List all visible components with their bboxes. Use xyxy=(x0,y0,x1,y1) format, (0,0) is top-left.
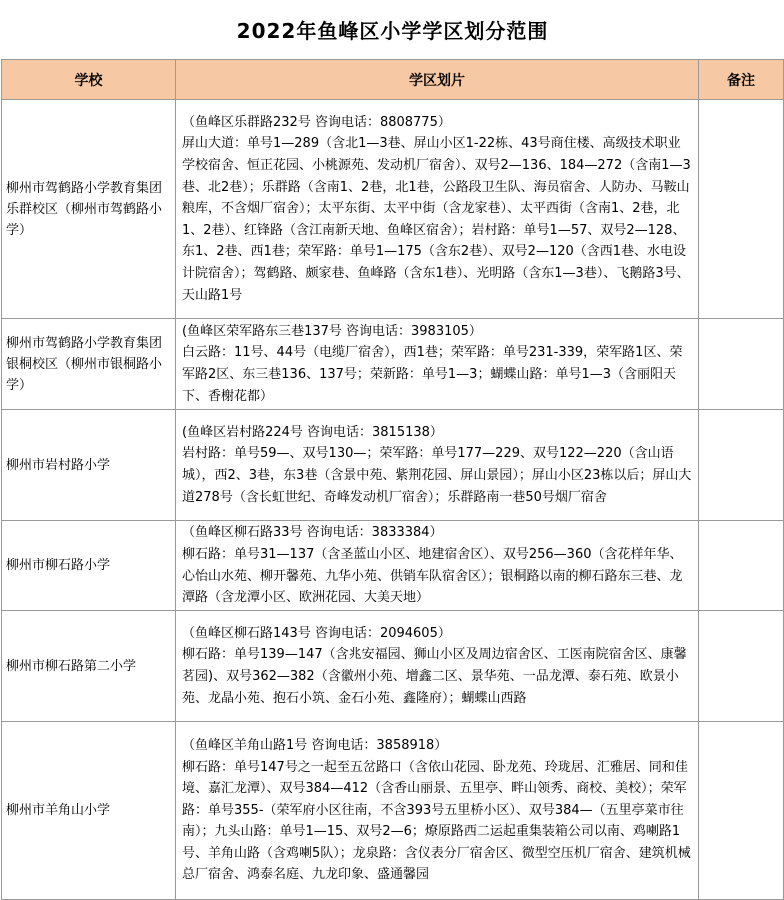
note-cell xyxy=(699,521,784,611)
school-address: （鱼峰区柳石路33号 咨询电话：3833384） xyxy=(182,525,443,541)
page-title: 2022年鱼峰区小学学区划分范围 xyxy=(2,0,784,60)
district-description: 柳石路：单号147号之一起至五岔路口（含依山花园、卧龙苑、玲珑居、汇雅居、同和佳境、嘉汇龙潭）、双号384—412（含香山丽景、五里亭、畔山领秀、商校、美校）；荣军路：单号355-（荣军府小区往南，不含393号五里桥小区）、双号384—（五里亭菜市往南）；九头山路：单号1—15、双号2—6；燎原路西二运起重集装箱公司以南、鸡喇路1号、羊角山路（含鸡喇5队）；龙泉路：含仪表分厂宿舍区、微型空压机厂宿舍、建筑机械总厂宿舍、鸿泰名庭、九龙印象、盛通馨园 xyxy=(182,759,691,883)
school-name: 柳州市柳石路第二小学 xyxy=(2,611,176,722)
school-name: 柳州市柳石路小学 xyxy=(2,521,176,611)
note-cell xyxy=(699,100,784,319)
district-description: 白云路：11号、44号（电缆厂宿舍），西1巷；荣军路：单号231-339，荣军路1区、荣军路2区、东三巷136、137号；荣新路：单号1—3；蝴蝶山路：单号1—3（含丽阳天下、香榭花都） xyxy=(182,345,683,404)
district-cell xyxy=(176,611,699,722)
title-row xyxy=(2,0,784,60)
table-row xyxy=(2,722,784,900)
table-row xyxy=(2,521,784,611)
district-cell xyxy=(176,319,699,410)
note-cell xyxy=(699,410,784,521)
school-name: 柳州市羊角山小学 xyxy=(2,722,176,900)
header-row xyxy=(2,60,784,100)
district-cell xyxy=(176,100,699,319)
district-description: 柳石路：单号31—137（含圣蓝山小区、地建宿舍区）、双号256—360（含花样年华、心怡山水苑、柳开馨苑、九华小苑、供销车队宿舍区）；银桐路以南的柳石路东三巷、龙潭路（含龙潭小区、欧洲花园、大美天地） xyxy=(182,546,683,606)
header-note: 备注 xyxy=(699,60,784,100)
district-description: 屏山大道：单号1—289（含北1—3巷、屏山小区1-22栋、43号商住楼、高级技术职业学校宿舍、恒正花园、小桃源苑、发动机厂宿舍）、双号2—136、184—272（含南1—3巷、北2巷）；乐群路（含南1、2巷，北1巷，公路段卫生队、海员宿舍、人防办、马鞍山粮库，不含烟厂宿舍）；太平东街、太平中街（含龙家巷）、太平西街（含南1、2巷，北1、2巷）、红锋路（含江南新天地、鱼峰区宿舍）；岩村路：单号1—57、双号2—128、东1、2巷、西1巷；荣军路：单号1—175（含东2巷）、双号2—120（含西1巷、水电设计院宿舍）；驾鹤路、颇家巷、鱼峰路（含东1巷）、光明路（含东1—3巷）、飞鹅路3号、天山路1号 xyxy=(182,136,691,303)
header-area: 学区划片 xyxy=(176,60,699,100)
school-address: (鱼峰区荣军路东三巷137号 咨询电话：3983105） xyxy=(182,323,482,339)
school-name: 柳州市驾鹤路小学教育集团乐群校区（柳州市驾鹤路小学） xyxy=(2,100,176,319)
school-address: （鱼峰区乐群路232号 咨询电话：8808775） xyxy=(182,114,451,130)
header-school: 学校 xyxy=(2,60,176,100)
table-row xyxy=(2,611,784,722)
school-address: （鱼峰区羊角山路1号 咨询电话：3858918） xyxy=(182,737,448,753)
table-row xyxy=(2,100,784,319)
note-cell xyxy=(699,319,784,410)
table-row xyxy=(2,319,784,410)
district-description: 柳石路：单号139—147（含兆安福园、狮山小区及周边宿舍区、工医南院宿舍区、康馨茗园)、双号362—382（含徽州小苑、增鑫二区、景华苑、一品龙潭、泰石苑、欧景小苑、龙晶小苑、抱石小筑、金石小苑、鑫隆府）；蝴蝶山西路 xyxy=(182,647,687,706)
district-cell xyxy=(176,410,699,521)
district-cell xyxy=(176,521,699,611)
table-row xyxy=(2,410,784,521)
note-cell xyxy=(699,722,784,900)
district-table xyxy=(1,0,784,900)
district-cell xyxy=(176,722,699,900)
school-name: 柳州市岩村路小学 xyxy=(2,410,176,521)
school-address: (鱼峰区岩村路224号 咨询电话：3815138） xyxy=(182,424,443,440)
note-cell xyxy=(699,611,784,722)
district-description: 岩村路：单号59—、双号130—；荣军路：单号177—229、双号122—220（含山语城），西2、3巷，东3巷（含景中苑、紫荆花园、屏山景园）；屏山小区23栋以后；屏山大道278号（含长虹世纪、奇峰发动机厂宿舍）；乐群路南一巷50号烟厂宿舍 xyxy=(182,446,692,505)
school-address: （鱼峰区柳石路143号 咨询电话：2094605） xyxy=(182,625,451,641)
school-name: 柳州市驾鹤路小学教育集团银桐校区（柳州市银桐路小学） xyxy=(2,319,176,410)
